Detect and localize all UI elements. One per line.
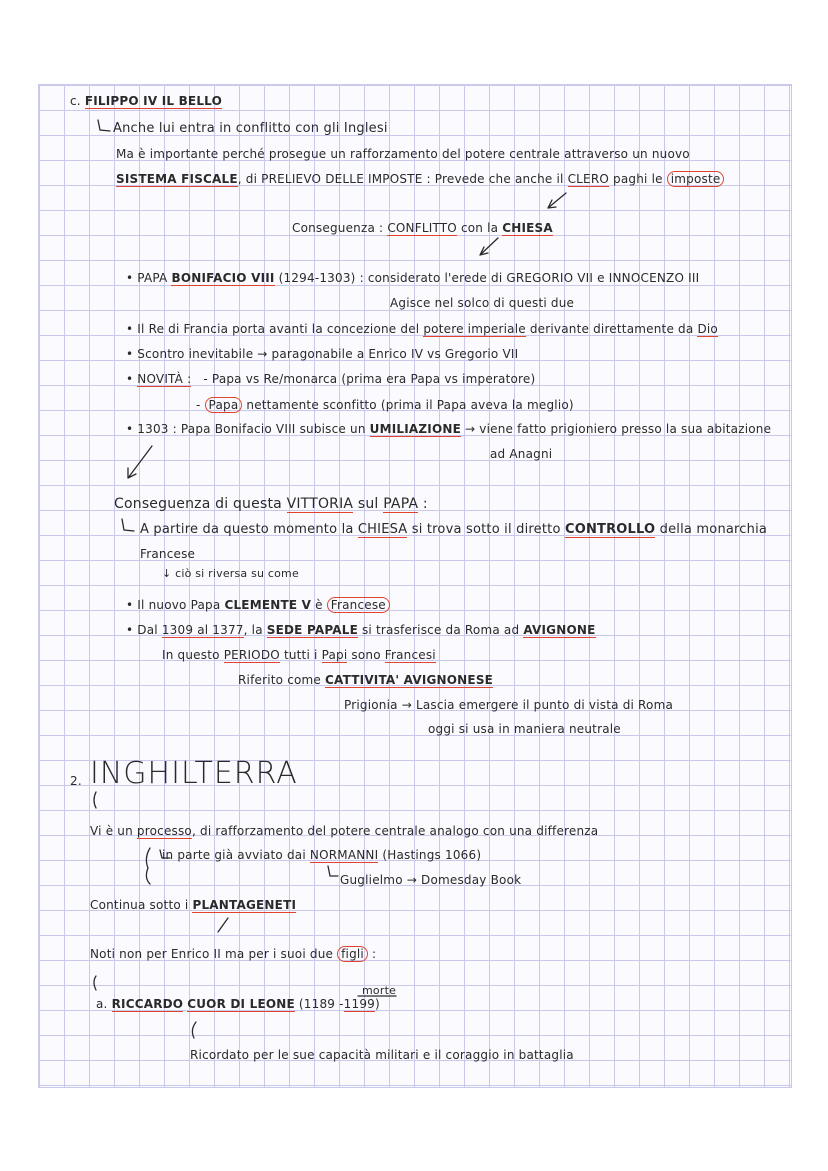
text-line: ad Anagni [490, 447, 553, 461]
text: si trova sotto il diretto [411, 522, 561, 537]
keyword: UMILIAZIONE [369, 422, 462, 436]
text-line: Anche lui entra in conflitto con gli Inglesi [113, 121, 388, 136]
keyword: AVIGNONE [523, 623, 596, 637]
text: , di PRELIEVO DELLE IMPOSTE : Prevede che anche il [237, 172, 564, 186]
keyword: NOVITÀ : [137, 372, 192, 386]
text: si trasferisce da Roma ad [361, 623, 520, 637]
keyword: NORMANNI [309, 848, 379, 862]
annotation: morte [362, 984, 397, 997]
keyword: processo [136, 824, 192, 838]
text: Continua sotto i [90, 898, 189, 912]
text: , di rafforzamento del potere centrale analogo con una differenza [191, 824, 599, 838]
bracket-stroke [192, 1022, 196, 1038]
text: Il nuovo Papa [137, 598, 221, 612]
keyword: CHIESA [357, 522, 408, 537]
text: - [196, 398, 201, 412]
keyword: CUOR DI LEONE [187, 997, 295, 1011]
text-line: Prigionia → Lascia emergere il punto di vista di Roma [344, 698, 674, 712]
keyword: BONIFACIO VIII [171, 271, 275, 285]
text: (1189 - [298, 997, 344, 1011]
text: Dal [137, 623, 158, 637]
keyword: Francesi [384, 648, 436, 662]
keyword: CONFLITTO [387, 221, 457, 235]
text: Scontro inevitabile → paragonabile a Enrico IV vs Gregorio VII [137, 347, 519, 361]
bullet-item: • Dal 1309 al 1377, la SEDE PAPALE si trasferisce da Roma ad AVIGNONE [126, 623, 596, 637]
bullet-item: • 1303 : Papa Bonifacio VIII subisce un UMILIAZIONE → viene fatto prigioniero presso la sua abitazione [126, 422, 772, 436]
keyword: PAPA [383, 496, 419, 512]
text: (1294-1303) : considerato l'erede di GREGORIO VII e INNOCENZO III [278, 271, 700, 285]
bracket-stroke [94, 976, 96, 990]
arrow-stroke [480, 238, 498, 255]
circled-word: Papa [205, 397, 243, 413]
text: Riferito come [238, 673, 322, 687]
text: a. [96, 997, 108, 1011]
text: (Hastings 1066) [382, 848, 482, 862]
text-line: Ma è importante perché prosegue un rafforzamento del potere centrale attraverso un nuovo [116, 147, 690, 161]
text: Il Re di Francia porta avanti la concezione del [137, 322, 420, 336]
keyword: CONTROLLO [564, 522, 656, 537]
bullet-item: • NOVITÀ : - Papa vs Re/monarca (prima era Papa vs imperatore) [126, 372, 536, 386]
circled-word: figli [337, 946, 368, 962]
text: 1303 : Papa Bonifacio VIII subisce un [137, 422, 366, 436]
text-line: Agisce nel solco di questi due [390, 296, 575, 310]
text: → viene fatto prigioniero presso la sua abitazione [465, 422, 772, 436]
text: è [315, 598, 323, 612]
text: paghi le [613, 172, 663, 186]
text-line: Francese [140, 547, 196, 561]
keyword: VITTORIA [286, 496, 354, 512]
bullet-item: • Il nuovo Papa CLEMENTE V è Francese [126, 598, 390, 612]
arrow-stroke [128, 446, 152, 478]
circled-word: imposte [667, 171, 725, 187]
bracket-stroke [146, 848, 150, 884]
keyword: Dio [697, 322, 718, 336]
keyword: SISTEMA FISCALE [116, 172, 238, 186]
text: con la [460, 221, 499, 235]
keyword: CHIESA [502, 221, 553, 235]
hook-stroke [328, 866, 338, 876]
text-line: oggi si usa in maniera neutrale [428, 722, 621, 736]
text: in parte già avviato dai [162, 848, 306, 862]
text: nettamente sconfitto (prima il Papa aveva la meglio) [246, 398, 574, 412]
keyword: CATTIVITA' AVIGNONESE [325, 673, 494, 687]
text: Vi è un [90, 824, 133, 838]
text-line: Guglielmo → Domesday Book [340, 873, 522, 887]
keyword: PLANTAGENETI [192, 898, 297, 912]
text: , la [243, 623, 263, 637]
keyword: CLERO [567, 172, 610, 186]
text: sono [351, 648, 381, 662]
keyword: Papi [321, 648, 348, 662]
bullet-item: • Scontro inevitabile → paragonabile a Enrico IV vs Gregorio VII [126, 347, 519, 361]
text: tutti i [283, 648, 318, 662]
tick-stroke [218, 918, 228, 932]
text: Noti non per Enrico II ma per i suoi due [90, 947, 334, 961]
text: - Papa vs Re/monarca (prima era Papa vs imperatore) [203, 372, 536, 386]
bullet-item: • PAPA BONIFACIO VIII (1294-1303) : considerato l'erede di GREGORIO VII e INNOCENZO III [126, 271, 700, 285]
text-line: ↓ ciò si riversa su come [162, 567, 299, 580]
arrow-stroke [548, 193, 566, 208]
keyword: RICCARDO [111, 997, 184, 1011]
keyword: SEDE PAPALE [266, 623, 358, 637]
text-line: Ricordato per le sue capacità militari e il coraggio in battaglia [190, 1048, 574, 1062]
hook-stroke [160, 850, 170, 858]
text: ) [375, 997, 380, 1011]
bullet-item: • Il Re di Francia porta avanti la concezione del potere imperiale derivante direttamente da Dio [126, 322, 718, 336]
hook-stroke [98, 120, 110, 131]
section-number: 2. [70, 774, 82, 788]
circled-word: Francese [327, 597, 390, 613]
text: Conseguenza : [292, 221, 384, 235]
text: della monarchia [659, 522, 768, 537]
text: Conseguenza di questa [114, 496, 282, 512]
text: derivante direttamente da [529, 322, 694, 336]
keyword: CLEMENTE V [224, 598, 312, 612]
text: sul [357, 496, 379, 512]
hook-stroke [122, 519, 134, 531]
text: PAPA [137, 271, 168, 285]
heading-title: FILIPPO IV IL BELLO [84, 94, 222, 108]
text: A partire da questo momento la [140, 522, 354, 537]
text: : [422, 496, 428, 512]
keyword: PERIODO [223, 648, 280, 662]
bracket-stroke [94, 792, 96, 808]
keyword: 1309 al 1377 [161, 623, 244, 637]
keyword: potere imperiale [423, 322, 526, 336]
keyword: 1199 [343, 997, 376, 1011]
text: : [371, 947, 377, 961]
section-title: INGHILTERRA [90, 756, 298, 791]
heading-number: c. [70, 94, 81, 108]
text: In questo [162, 648, 220, 662]
